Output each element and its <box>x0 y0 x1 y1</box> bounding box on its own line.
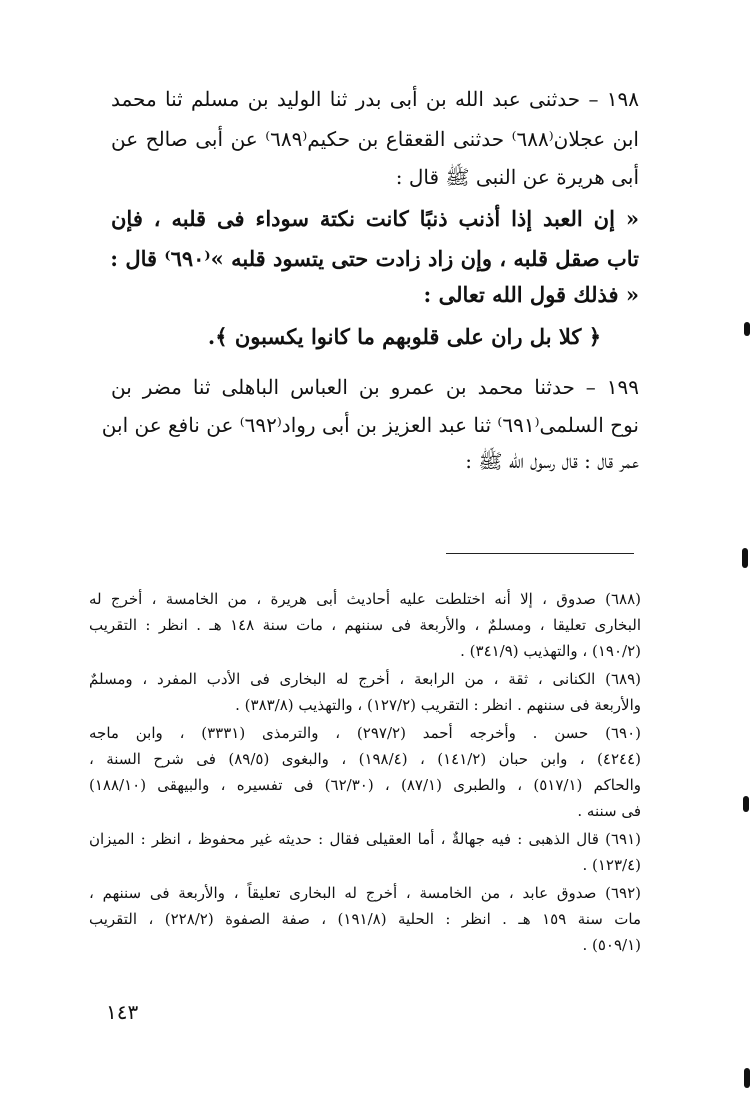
hadith-198-matn-line-2: تاب صقل قلبه ، وإن زاد زادت حتى يتسود قلبه »⁽٦٩٠⁾ قال : <box>110 246 639 271</box>
footnote-690-line-3: والحاكم (٥١٧/١) ، والطبرى (٨٧/١) ، (٦٢/٣٠) فى تفسيره ، والبيهقى (١٨٨/١٠) <box>89 776 641 794</box>
hadith-198-line-1: ١٩٨ – حدثنى عبد الله بن أبى بدر ثنا الوليد بن مسلم ثنا محمد <box>111 87 639 111</box>
footnote-688-line-1: (٦٨٨) صدوق ، إلا أنه اختلطت عليه أحاديث أبى هريرة ، من الخامسة ، أخرج له <box>89 590 641 608</box>
quran-verse: ﴿ كلا بل ران على قلوبهم ما كانوا يكسبون ﴾. <box>207 324 601 349</box>
footnote-689-line-2: والأربعة فى سننهم . انظر : التقريب (١٢٧/٢) ، والتهذيب (٣٨٣/٨) . <box>235 696 641 714</box>
scan-edge-mark <box>742 548 748 568</box>
scan-edge-mark <box>744 322 750 336</box>
hadith-198-matn-line-1: « إن العبد إذا أذنب ذنبًا كانت نكتة سوداء فى قلبه ، فإن <box>111 206 639 231</box>
footnote-689-line-1: (٦٨٩) الكنانى ، ثقة ، من الرابعة ، أخرج له البخارى فى الأدب المفرد ، ومسلمٌ <box>89 670 641 688</box>
hadith-199-line-3: عمر قال : قال رسول الله ﷺ : <box>465 449 639 473</box>
page-number: ١٤٣ <box>106 1000 139 1024</box>
footnote-691-line-2: (١٢٣/٤) . <box>582 856 641 874</box>
footnote-692-line-2: مات سنة ١٥٩ هـ . انظر : الحلية (١٩١/٨) ، صفة الصفوة (٢٢٨/٢) ، التقريب <box>89 910 641 928</box>
scan-edge-mark <box>744 1068 750 1088</box>
footnote-688-line-2: البخارى تعليقا ، ومسلمٌ ، والأربعة فى سننهم ، مات سنة ١٤٨ هـ . انظر : التقريب <box>89 616 641 634</box>
footnote-692-line-3: (٥٠٩/١) . <box>582 936 641 954</box>
hadith-199-line-1: ١٩٩ – حدثنا محمد بن عمرو بن العباس الباهلى ثنا مضر بن <box>111 375 639 399</box>
scan-edge-mark <box>743 796 749 812</box>
footnote-688-line-3: (١٩٠/٢) ، والتهذيب (٣٤١/٩) . <box>460 642 641 660</box>
footnote-separator <box>446 553 634 554</box>
footnote-690-line-2: (٤٢٤٤) ، وابن حبان (١٤١/٢) ، (١٩٨/٤) ، والبغوى (٨٩/٥) فى شرح السنة ، <box>89 750 641 768</box>
footnote-691-line-1: (٦٩١) قال الذهبى : فيه جهالةٌ ، أما العقيلى فقال : حديثه غير محفوظ ، انظر : الميزان <box>89 830 641 848</box>
footnote-690-line-4: فى سننه . <box>577 802 641 820</box>
footnote-692-line-1: (٦٩٢) صدوق عابد ، من الخامسة ، أخرج له البخارى تعليقاً ، والأربعة فى سننهم ، <box>89 884 641 902</box>
hadith-198-line-3: أبى هريرة عن النبى ﷺ قال : <box>395 165 639 189</box>
hadith-199-line-2: نوح السلمى⁽٦٩١⁾ ثنا عبد العزيز بن أبى رواد⁽٦٩٢⁾ عن نافع عن ابن <box>101 413 639 437</box>
footnote-690-line-1: (٦٩٠) حسن . وأخرجه أحمد (٢٩٧/٢) ، والترمذى (٣٣٣١) ، وابن ماجه <box>89 724 642 742</box>
hadith-198-line-2: ابن عجلان⁽٦٨٨⁾ حدثنى القعقاع بن حكيم⁽٦٨٩⁾ عن أبى صالح عن <box>111 127 639 151</box>
hadith-198-matn-line-3: « فذلك قول الله تعالى : <box>423 282 639 307</box>
